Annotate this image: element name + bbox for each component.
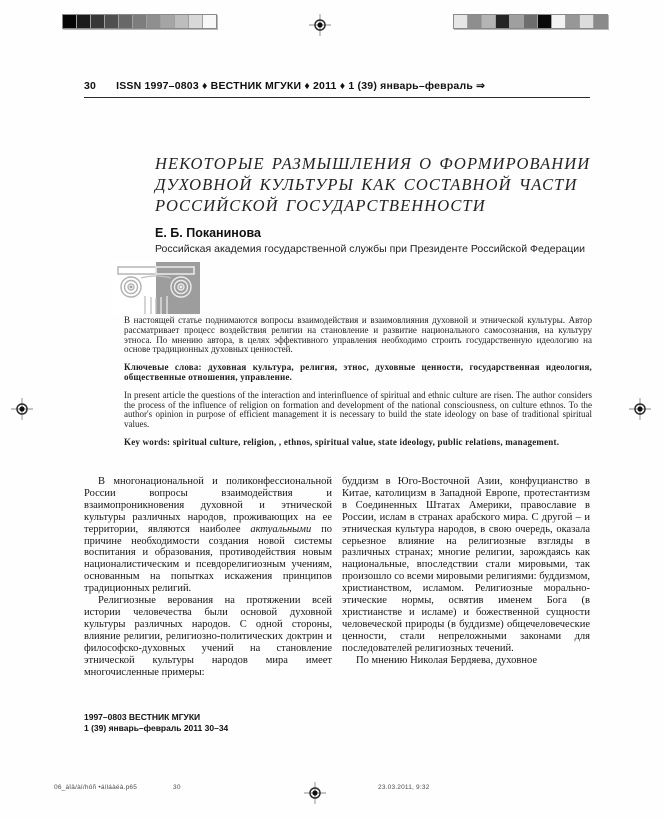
calibration-swatch [524,15,538,28]
calibration-swatch [175,15,189,28]
paragraph-italic-text: актуальными [250,523,312,535]
calibration-swatch [496,15,510,28]
footer-line-2: 1 (39) январь–февраль 2011 30–34 [84,722,229,733]
body-columns [84,476,590,678]
calibration-bar-right [453,14,608,29]
calibration-swatch [133,15,147,28]
calibration-swatch [454,15,468,28]
title-line-2: ДУХОВНОЙ КУЛЬТУРЫ КАК СОСТАВНОЙ ЧАСТИ [155,175,578,194]
calibration-swatch [77,15,91,28]
registration-crosshair-bottom-icon [304,782,326,804]
calibration-swatch [147,15,161,28]
column-capital-image [112,262,200,314]
paragraph: По мнению Николая Бердяева, духовное [356,654,537,666]
calibration-swatch [566,15,580,28]
body-column-left [84,476,332,678]
keywords-russian: Ключевые слова: духовная культура, религия, этнос, духовные ценности, государственная идеология, общественные отношения, управление. [124,362,592,382]
footer-journal-info [84,712,228,733]
registration-crosshair-top-icon [309,14,331,36]
paragraph-text: по причине необходимости создания новой системы воспитания и образования, противодействия новым националистическим и псевдорелигиозным учениям, основанным на попытках искажения принципов традиционных религий. [84,523,332,595]
article-author: Е. Б. Поканинова [155,226,261,240]
calibration-swatch [63,15,77,28]
calibration-swatch [538,15,552,28]
abstract-russian: В настоящей статье поднимаются вопросы взаимодействия и взаимовлияния духовной и этнической культуры. Автор рассматривает процесс воздействия религии на становление и развитие национального самосознания, на культуру этноса. По мнению автора, в целях эффективного управления необходимо строить государственную идеологию на основе традиционных духовных ценностей. [124,315,592,355]
calibration-swatch [189,15,203,28]
registration-crosshair-right-icon [629,398,651,420]
footer-line-1: 1997–0803 ВЕСТНИК МГУКИ [84,712,201,722]
article-affiliation: Российская академия государственной службы при Президенте Российской Федерации [155,243,585,255]
prepress-datetime: 23.03.2011, 9:32 [378,784,430,791]
abstract-english: In present article the questions of the interaction and interinfluence of spiritual and ethnic culture are risen. The author considers the process of the influence of religion on formation and development of the national consciousness, on culture ethnos. To the author's opinion in purpose of efficient management it is necessary to build the state ideology on base of traditional spiritual values. [124,389,592,430]
abstract-block [124,316,592,456]
journal-running-head [84,80,590,98]
calibration-swatch [91,15,105,28]
calibration-swatch [105,15,119,28]
calibration-swatch [580,15,594,28]
paragraph [84,476,332,595]
title-line-3: РОССИЙСКОЙ ГОСУДАРСТВЕННОСТИ [155,196,486,215]
calibration-swatch [203,15,216,28]
calibration-swatch [482,15,496,28]
paragraph: Религиозные верования на протяжении всей истории человечества были основой духовной культуры различных народов. С одной стороны, влияние религии, религиозно-политических доктрин и философско-духовных учений на становление этнической культуры народов мира имеет многочисленные примеры: [84,595,332,678]
calibration-swatch [552,15,566,28]
calibration-bar-left [62,14,217,29]
prepress-page-number: 30 [173,784,181,791]
prepress-file-name: 06_àîä/àí/hôñ •áíláàéà.p65 [54,784,138,791]
calibration-swatch [119,15,133,28]
keywords-english: Key words: spiritual culture, religion, , ethnos, spiritual value, state ideology, public relations, management. [124,436,560,447]
paragraph: буддизм в Юго-Восточной Азии, конфуцианство в Китае, католицизм в Западной Европе, протестантизм в Соединенных Штатах Америки, православие в России, ислам в странах арабского мира. С другой – и этническая культура народов, в свою очередь, оказала серьезное влияние на религиозные взгляды в различных странах; многие религии, зарождаясь как национальные, впоследствии стали мировыми, так произошло со всеми мировыми религиями: буддизмом, христианством, исламом. Религиозные морально-этические нормы, освятив именем Бога (в христианстве и исламе) и божественной сущности человеческой природы (в буддизме) общечеловеческие ценности, стали непреложными законами для последователей религиозных течений. [342,476,590,654]
registration-crosshair-left-icon [11,398,33,420]
article-title [155,153,605,216]
calibration-swatch [594,15,607,28]
body-column-right [342,476,590,678]
paragraph-text: В многонациональной и поликонфессиональной России вопросы взаимодействия и взаимопроникновения духовной и этнической культуры различных народов, проживающих на ее территории, являются наиболее [84,476,332,535]
calibration-swatch [161,15,175,28]
header-page-number: 30 [84,80,97,92]
calibration-swatch [510,15,524,28]
title-line-1: НЕКОТОРЫЕ РАЗМЫШЛЕНИЯ О ФОРМИРОВАНИИ [155,154,591,173]
header-journal-line: ISSN 1997–0803 ♦ ВЕСТНИК МГУКИ ♦ 2011 ♦ 1 (39) январь–февраль ⇒ [116,80,486,92]
calibration-swatch [468,15,482,28]
